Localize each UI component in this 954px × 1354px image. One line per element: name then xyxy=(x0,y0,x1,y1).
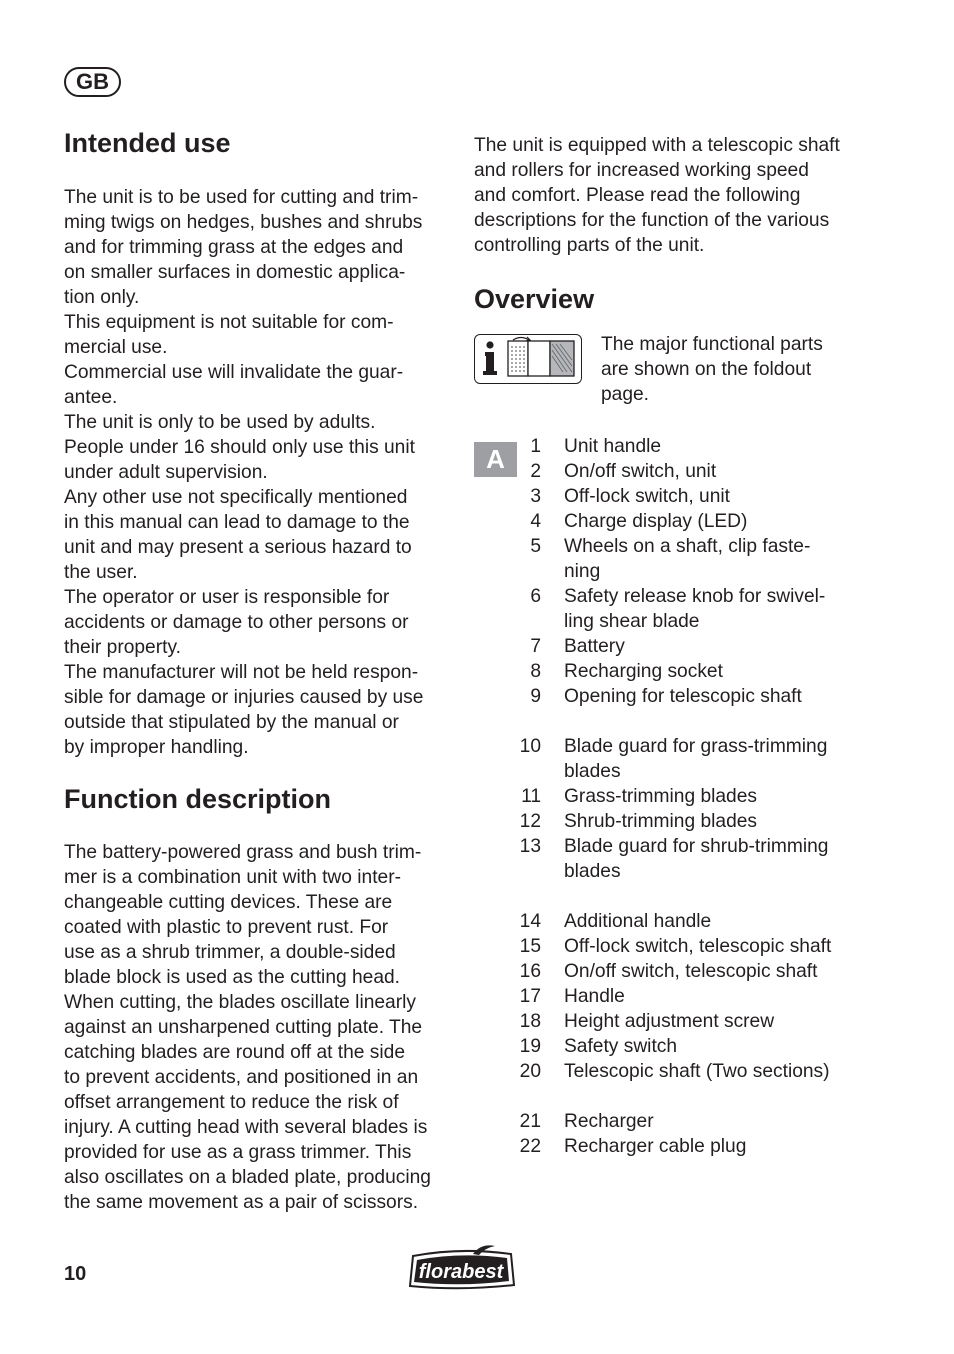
language-badge: GB xyxy=(64,67,121,97)
part-number: 18 xyxy=(519,1011,541,1032)
part-label: Unit handle xyxy=(564,436,662,457)
part-number: 1 xyxy=(530,436,541,457)
info-foldout-icon xyxy=(474,334,582,384)
part-label: Additional handle xyxy=(564,911,712,932)
part-label: Blade guard for grass-trimming blades xyxy=(564,736,828,782)
part-number: 5 xyxy=(530,536,541,557)
parts-list-item xyxy=(474,984,874,1009)
parts-list-item xyxy=(474,1034,874,1059)
overview-heading: Overview xyxy=(474,284,595,314)
parts-list-item xyxy=(474,934,874,959)
part-label: Battery xyxy=(564,636,625,657)
part-label: Opening for telescopic shaft xyxy=(564,686,802,707)
info-note xyxy=(474,332,874,432)
parts-list-item xyxy=(474,1109,874,1134)
info-foldout-icon-graphic xyxy=(475,335,580,382)
part-label: Recharging socket xyxy=(564,661,723,682)
part-label: Height adjustment screw xyxy=(564,1011,775,1032)
part-number: 15 xyxy=(519,936,541,957)
part-number: 17 xyxy=(519,986,541,1007)
part-label: Off-lock switch, telescopic shaft xyxy=(564,936,832,957)
page-number: 10 xyxy=(64,1263,87,1285)
part-label: Blade guard for shrub-trimming blades xyxy=(564,836,829,882)
function-description-text: The battery-powered grass and bush trim- mer is a combination unit with two inter- changeable cutting devices. These are coated with plastic to prevent rust. For use as a shrub trimmer, a double-sided blade block is used as the cutting head. When cutting, the blades oscillate linearly against an unsharpened cutting plate. The catching blades are round off at the side to prevent accidents, and positioned in an offset arrangement to reduce the risk of injury. A cutting head with several blades is provided for use as a grass trimmer. This also oscillates on a bladed plate, producing the same movement as a pair of scissors. xyxy=(64,842,431,1213)
telescopic-intro-text: The unit is equipped with a telescopic shaft and rollers for increased working speed and comfort. Please read the following descriptions for the function of the various controlling parts of the unit. xyxy=(474,135,840,256)
parts-list-item xyxy=(474,1009,874,1034)
function-description-heading: Function description xyxy=(64,784,331,814)
figure-label-a: A xyxy=(474,442,517,477)
right-column xyxy=(474,133,874,1159)
part-label: Handle xyxy=(564,986,625,1007)
part-label: Recharger cable plug xyxy=(564,1136,747,1157)
part-label: Safety switch xyxy=(564,1036,678,1057)
parts-list-item xyxy=(474,684,874,709)
part-label: Safety release knob for swivel- ling shear blade xyxy=(564,586,826,632)
parts-list-section xyxy=(474,434,874,1159)
part-number: 10 xyxy=(519,736,541,757)
part-number: 7 xyxy=(530,636,541,657)
parts-list-item xyxy=(474,784,874,809)
part-label: Telescopic shaft (Two sections) xyxy=(564,1061,830,1082)
parts-list-item xyxy=(474,834,874,884)
part-number: 3 xyxy=(530,486,541,507)
part-number: 21 xyxy=(519,1111,541,1132)
part-number: 12 xyxy=(519,811,541,832)
part-number: 6 xyxy=(530,586,541,607)
parts-list-item xyxy=(474,909,874,934)
part-number: 14 xyxy=(519,911,541,932)
part-label: Shrub-trimming blades xyxy=(564,811,758,832)
part-number: 19 xyxy=(519,1036,541,1057)
part-number: 20 xyxy=(519,1061,541,1082)
part-label: Wheels on a shaft, clip faste- ning xyxy=(564,536,811,582)
parts-list-item xyxy=(474,1134,874,1159)
part-label: Recharger xyxy=(564,1111,654,1132)
parts-list-item xyxy=(474,509,874,534)
parts-list-item xyxy=(474,459,874,484)
florabest-logo xyxy=(405,1243,520,1291)
parts-list-item xyxy=(474,734,874,784)
part-label: On/off switch, unit xyxy=(564,461,717,482)
parts-list-item xyxy=(474,484,874,509)
parts-list-item xyxy=(474,959,874,984)
part-number: 4 xyxy=(530,511,541,532)
parts-list xyxy=(474,434,874,1159)
parts-list-item xyxy=(474,659,874,684)
parts-list-item xyxy=(474,584,874,634)
parts-list-item xyxy=(474,634,874,659)
part-number: 11 xyxy=(521,786,541,807)
parts-list-item xyxy=(474,434,874,459)
part-label: Off-lock switch, unit xyxy=(564,486,730,507)
left-column xyxy=(64,125,454,1215)
florabest-logo-graphic xyxy=(405,1243,520,1291)
part-number: 8 xyxy=(530,661,541,682)
part-number: 16 xyxy=(519,961,541,982)
info-text: The major functional parts are shown on the foldout page. xyxy=(601,334,823,405)
part-label: Charge display (LED) xyxy=(564,511,748,532)
svg-text:florabest: florabest xyxy=(418,1261,504,1283)
part-number: 9 xyxy=(530,686,541,707)
parts-list-item xyxy=(474,534,874,584)
part-label: Grass-trimming blades xyxy=(564,786,757,807)
part-number: 13 xyxy=(519,836,541,857)
parts-list-item xyxy=(474,809,874,834)
intended-use-heading: Intended use xyxy=(64,128,231,158)
part-label: On/off switch, telescopic shaft xyxy=(564,961,818,982)
parts-list-item xyxy=(474,1059,874,1084)
part-number: 2 xyxy=(530,461,541,482)
part-number: 22 xyxy=(519,1136,541,1157)
intended-use-text: The unit is to be used for cutting and trim- ming twigs on hedges, bushes and shrubs and for trimming grass at the edges and on smaller surfaces in domestic applica- tion only. This equipment is not suitable for com- mercial use. Commercial use will invalidate the guar- antee. The unit is only to be used by adults. People under 16 should only use this unit under adult supervision. Any other use not specifically mentioned in this manual can lead to damage to the unit and may present a serious hazard to the user. The operator or user is responsible for accidents or damage to other persons or their property. The manufacturer will not be held respon- sible for damage or injuries caused by use outside that stipulated by the manual or by improper handling. xyxy=(64,187,424,758)
